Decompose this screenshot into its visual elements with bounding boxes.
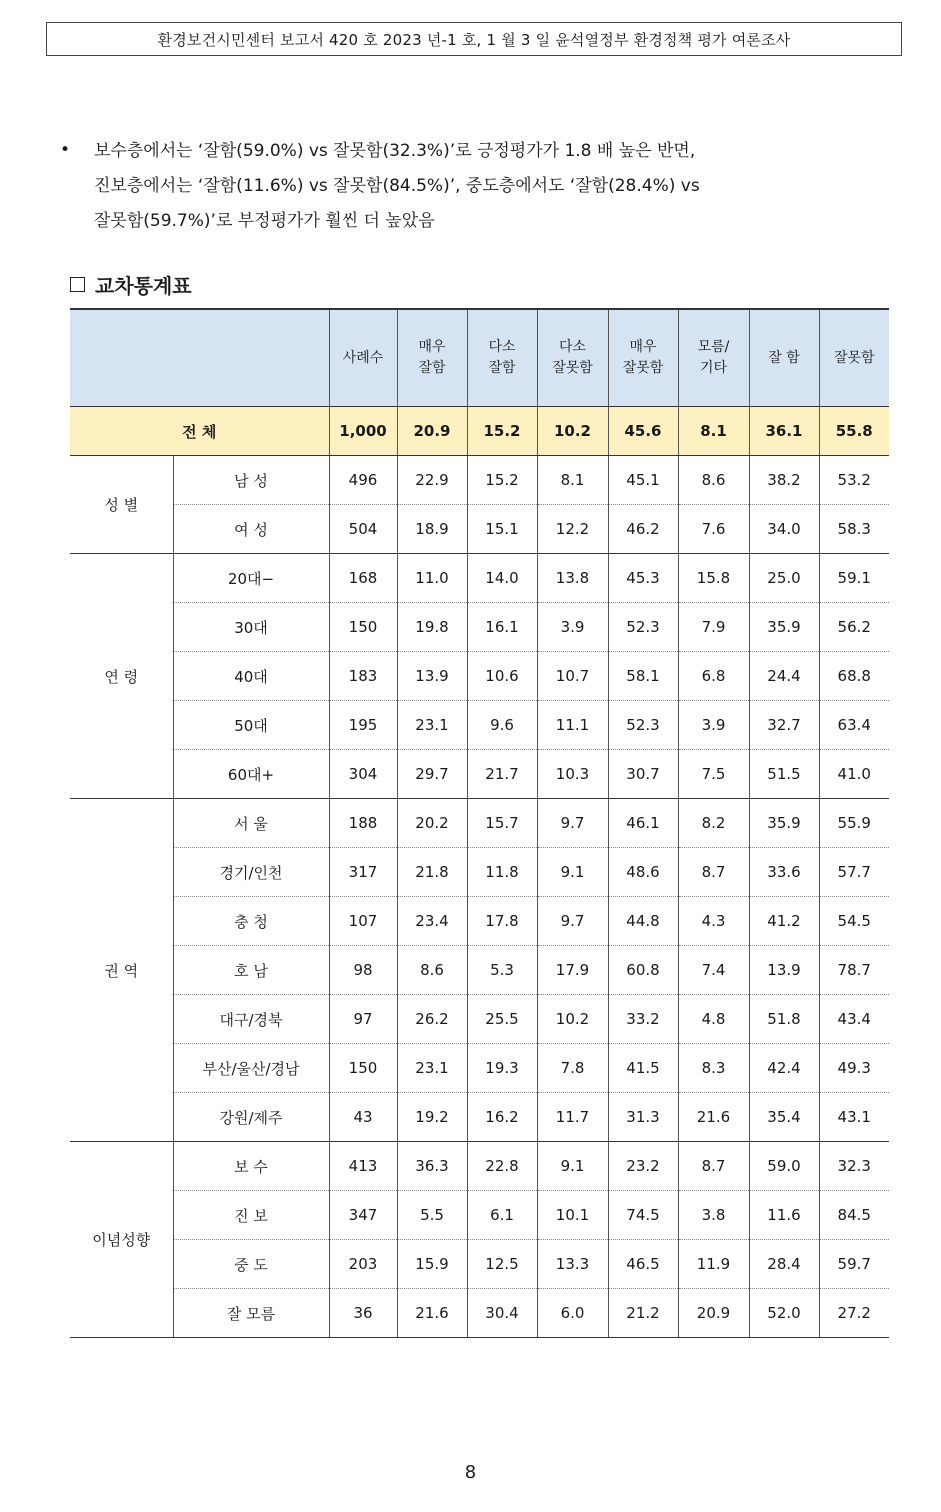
value-cell: 29.7	[397, 750, 467, 799]
value-cell: 98	[329, 946, 397, 995]
value-cell: 16.1	[467, 603, 537, 652]
value-cell: 35.4	[749, 1093, 819, 1142]
value-cell: 52.3	[608, 603, 678, 652]
value-cell: 97	[329, 995, 397, 1044]
value-cell: 11.8	[467, 848, 537, 897]
value-cell: 31.3	[608, 1093, 678, 1142]
value-cell: 52.3	[608, 701, 678, 750]
row-label: 대구/경북	[173, 995, 329, 1044]
value-cell: 21.6	[678, 1093, 749, 1142]
value-cell: 45.1	[608, 456, 678, 505]
value-cell: 48.6	[608, 848, 678, 897]
column-header-line: 잘못함	[622, 360, 664, 376]
total-value-cell: 15.2	[467, 407, 537, 456]
table-row	[70, 1289, 889, 1338]
column-header	[467, 309, 537, 407]
value-cell: 11.1	[537, 701, 608, 750]
value-cell: 35.9	[749, 603, 819, 652]
summary-paragraph	[94, 134, 854, 239]
value-cell: 5.3	[467, 946, 537, 995]
value-cell: 25.5	[467, 995, 537, 1044]
column-header	[678, 309, 749, 407]
total-value-cell: 10.2	[537, 407, 608, 456]
value-cell: 20.9	[678, 1289, 749, 1338]
summary-line: 보수층에서는 ‘잘함(59.0%) vs 잘못함(32.3%)’로 긍정평가가 1.8 배 높은 반면,	[94, 141, 696, 161]
value-cell: 168	[329, 554, 397, 603]
value-cell: 9.7	[537, 799, 608, 848]
value-cell: 317	[329, 848, 397, 897]
value-cell: 7.8	[537, 1044, 608, 1093]
column-header	[749, 309, 819, 407]
value-cell: 63.4	[819, 701, 889, 750]
value-cell: 13.3	[537, 1240, 608, 1289]
value-cell: 11.9	[678, 1240, 749, 1289]
column-header-line: 기타	[699, 360, 728, 376]
value-cell: 34.0	[749, 505, 819, 554]
value-cell: 6.8	[678, 652, 749, 701]
value-cell: 45.3	[608, 554, 678, 603]
value-cell: 55.9	[819, 799, 889, 848]
value-cell: 32.3	[819, 1142, 889, 1191]
value-cell: 21.2	[608, 1289, 678, 1338]
value-cell: 43.1	[819, 1093, 889, 1142]
table-row	[70, 799, 889, 848]
value-cell: 15.2	[467, 456, 537, 505]
value-cell: 36.3	[397, 1142, 467, 1191]
value-cell: 23.4	[397, 897, 467, 946]
row-label: 호 남	[173, 946, 329, 995]
value-cell: 58.3	[819, 505, 889, 554]
value-cell: 30.7	[608, 750, 678, 799]
value-cell: 58.1	[608, 652, 678, 701]
table-row	[70, 1044, 889, 1093]
value-cell: 8.3	[678, 1044, 749, 1093]
section-title	[70, 270, 192, 299]
value-cell: 28.4	[749, 1240, 819, 1289]
value-cell: 42.4	[749, 1044, 819, 1093]
row-label: 진 보	[173, 1191, 329, 1240]
value-cell: 10.3	[537, 750, 608, 799]
value-cell: 15.9	[397, 1240, 467, 1289]
value-cell: 26.2	[397, 995, 467, 1044]
value-cell: 18.9	[397, 505, 467, 554]
value-cell: 21.6	[397, 1289, 467, 1338]
page-number: 8	[464, 1462, 477, 1483]
total-row	[70, 407, 889, 456]
group-label: 연 령	[70, 554, 173, 799]
table-row	[70, 554, 889, 603]
total-label: 전 체	[70, 407, 329, 456]
value-cell: 68.8	[819, 652, 889, 701]
crosstab-table	[70, 308, 889, 1338]
column-header-line: 다소	[488, 339, 516, 355]
column-header-line: 잘못함	[833, 349, 875, 366]
column-header-line: 모름/	[697, 339, 730, 355]
table-row	[70, 456, 889, 505]
row-label: 40대	[173, 652, 329, 701]
value-cell: 60.8	[608, 946, 678, 995]
table-row	[70, 750, 889, 799]
value-cell: 8.1	[537, 456, 608, 505]
value-cell: 54.5	[819, 897, 889, 946]
row-label: 20대−	[173, 554, 329, 603]
value-cell: 21.7	[467, 750, 537, 799]
column-header	[819, 309, 889, 407]
value-cell: 13.9	[397, 652, 467, 701]
value-cell: 51.5	[749, 750, 819, 799]
value-cell: 23.1	[397, 1044, 467, 1093]
total-value-cell: 36.1	[749, 407, 819, 456]
header-blank-cell	[70, 309, 329, 407]
value-cell: 17.8	[467, 897, 537, 946]
value-cell: 183	[329, 652, 397, 701]
row-label: 보 수	[173, 1142, 329, 1191]
value-cell: 6.0	[537, 1289, 608, 1338]
value-cell: 59.1	[819, 554, 889, 603]
value-cell: 9.6	[467, 701, 537, 750]
column-header	[397, 309, 467, 407]
column-header-line: 잘 함	[768, 349, 800, 366]
value-cell: 11.7	[537, 1093, 608, 1142]
value-cell: 4.3	[678, 897, 749, 946]
column-header	[608, 309, 678, 407]
value-cell: 15.8	[678, 554, 749, 603]
value-cell: 3.8	[678, 1191, 749, 1240]
table-row	[70, 897, 889, 946]
value-cell: 8.7	[678, 1142, 749, 1191]
value-cell: 59.0	[749, 1142, 819, 1191]
value-cell: 32.7	[749, 701, 819, 750]
table-row	[70, 946, 889, 995]
value-cell: 8.6	[397, 946, 467, 995]
value-cell: 496	[329, 456, 397, 505]
column-header-line: 매우	[629, 339, 657, 355]
value-cell: 46.1	[608, 799, 678, 848]
summary-line: 진보층에서는 ‘잘함(11.6%) vs 잘못함(84.5%)’, 중도층에서도 ‘잘함(28.4%) vs	[94, 176, 700, 196]
value-cell: 13.9	[749, 946, 819, 995]
table-row	[70, 1142, 889, 1191]
value-cell: 7.6	[678, 505, 749, 554]
table-row	[70, 603, 889, 652]
group-label: 이념성향	[70, 1142, 173, 1338]
value-cell: 203	[329, 1240, 397, 1289]
total-value-cell: 1,000	[329, 407, 397, 456]
value-cell: 413	[329, 1142, 397, 1191]
row-label: 서 울	[173, 799, 329, 848]
table-row	[70, 1191, 889, 1240]
row-label: 남 성	[173, 456, 329, 505]
table-row	[70, 1093, 889, 1142]
row-label: 강원/제주	[173, 1093, 329, 1142]
value-cell: 304	[329, 750, 397, 799]
value-cell: 20.2	[397, 799, 467, 848]
value-cell: 7.5	[678, 750, 749, 799]
value-cell: 9.1	[537, 1142, 608, 1191]
value-cell: 17.9	[537, 946, 608, 995]
value-cell: 8.6	[678, 456, 749, 505]
column-header-line: 매우	[418, 339, 446, 355]
value-cell: 22.9	[397, 456, 467, 505]
value-cell: 107	[329, 897, 397, 946]
value-cell: 11.0	[397, 554, 467, 603]
section-title-text: 교차통계표	[95, 274, 192, 298]
row-label: 부산/울산/경남	[173, 1044, 329, 1093]
group-label: 성 별	[70, 456, 173, 554]
value-cell: 33.2	[608, 995, 678, 1044]
value-cell: 150	[329, 603, 397, 652]
value-cell: 51.8	[749, 995, 819, 1044]
value-cell: 7.4	[678, 946, 749, 995]
value-cell: 347	[329, 1191, 397, 1240]
column-header-line: 다소	[558, 339, 587, 355]
value-cell: 27.2	[819, 1289, 889, 1338]
value-cell: 12.2	[537, 505, 608, 554]
value-cell: 59.7	[819, 1240, 889, 1289]
value-cell: 53.2	[819, 456, 889, 505]
value-cell: 21.8	[397, 848, 467, 897]
value-cell: 11.6	[749, 1191, 819, 1240]
value-cell: 10.7	[537, 652, 608, 701]
row-label: 잘 모름	[173, 1289, 329, 1338]
checkbox-icon	[70, 277, 85, 292]
value-cell: 7.9	[678, 603, 749, 652]
value-cell: 49.3	[819, 1044, 889, 1093]
value-cell: 8.2	[678, 799, 749, 848]
value-cell: 41.5	[608, 1044, 678, 1093]
total-value-cell: 55.8	[819, 407, 889, 456]
value-cell: 23.2	[608, 1142, 678, 1191]
row-label: 여 성	[173, 505, 329, 554]
total-value-cell: 8.1	[678, 407, 749, 456]
table-row	[70, 652, 889, 701]
table-row	[70, 505, 889, 554]
table-body	[70, 407, 889, 1338]
value-cell: 78.7	[819, 946, 889, 995]
column-header-line: 사례수	[342, 349, 384, 366]
value-cell: 46.2	[608, 505, 678, 554]
value-cell: 23.1	[397, 701, 467, 750]
value-cell: 6.1	[467, 1191, 537, 1240]
value-cell: 33.6	[749, 848, 819, 897]
value-cell: 74.5	[608, 1191, 678, 1240]
value-cell: 14.0	[467, 554, 537, 603]
table-row	[70, 701, 889, 750]
table-row	[70, 1240, 889, 1289]
value-cell: 36	[329, 1289, 397, 1338]
table-row	[70, 848, 889, 897]
value-cell: 15.7	[467, 799, 537, 848]
value-cell: 35.9	[749, 799, 819, 848]
value-cell: 52.0	[749, 1289, 819, 1338]
total-value-cell: 45.6	[608, 407, 678, 456]
row-label: 경기/인천	[173, 848, 329, 897]
value-cell: 4.8	[678, 995, 749, 1044]
value-cell: 56.2	[819, 603, 889, 652]
value-cell: 43.4	[819, 995, 889, 1044]
value-cell: 44.8	[608, 897, 678, 946]
value-cell: 19.3	[467, 1044, 537, 1093]
row-label: 60대+	[173, 750, 329, 799]
value-cell: 5.5	[397, 1191, 467, 1240]
value-cell: 10.2	[537, 995, 608, 1044]
summary-line: 잘못함(59.7%)’로 부정평가가 훨씬 더 높았음	[94, 211, 435, 231]
value-cell: 24.4	[749, 652, 819, 701]
column-header-line: 잘함	[488, 360, 516, 376]
table-row	[70, 995, 889, 1044]
value-cell: 38.2	[749, 456, 819, 505]
value-cell: 25.0	[749, 554, 819, 603]
row-label: 중 도	[173, 1240, 329, 1289]
value-cell: 9.1	[537, 848, 608, 897]
value-cell: 84.5	[819, 1191, 889, 1240]
value-cell: 3.9	[678, 701, 749, 750]
value-cell: 41.2	[749, 897, 819, 946]
report-header: 환경보건시민센터 보고서 420 호 2023 년-1 호, 1 월 3 일 윤석열정부 환경정책 평가 여론조사	[46, 22, 902, 56]
value-cell: 19.8	[397, 603, 467, 652]
column-header	[329, 309, 397, 407]
value-cell: 30.4	[467, 1289, 537, 1338]
column-header	[537, 309, 608, 407]
column-header-line: 잘함	[418, 360, 446, 376]
value-cell: 41.0	[819, 750, 889, 799]
row-label: 50대	[173, 701, 329, 750]
value-cell: 10.1	[537, 1191, 608, 1240]
value-cell: 16.2	[467, 1093, 537, 1142]
value-cell: 43	[329, 1093, 397, 1142]
value-cell: 9.7	[537, 897, 608, 946]
value-cell: 3.9	[537, 603, 608, 652]
group-label: 권 역	[70, 799, 173, 1142]
value-cell: 22.8	[467, 1142, 537, 1191]
value-cell: 8.7	[678, 848, 749, 897]
value-cell: 57.7	[819, 848, 889, 897]
row-label: 충 청	[173, 897, 329, 946]
value-cell: 188	[329, 799, 397, 848]
value-cell: 19.2	[397, 1093, 467, 1142]
total-value-cell: 20.9	[397, 407, 467, 456]
value-cell: 195	[329, 701, 397, 750]
value-cell: 10.6	[467, 652, 537, 701]
value-cell: 504	[329, 505, 397, 554]
value-cell: 12.5	[467, 1240, 537, 1289]
value-cell: 15.1	[467, 505, 537, 554]
column-header-line: 잘못함	[552, 360, 593, 376]
value-cell: 13.8	[537, 554, 608, 603]
row-label: 30대	[173, 603, 329, 652]
bullet-marker: •	[60, 140, 71, 160]
value-cell: 46.5	[608, 1240, 678, 1289]
value-cell: 150	[329, 1044, 397, 1093]
table-header-row	[70, 309, 889, 407]
